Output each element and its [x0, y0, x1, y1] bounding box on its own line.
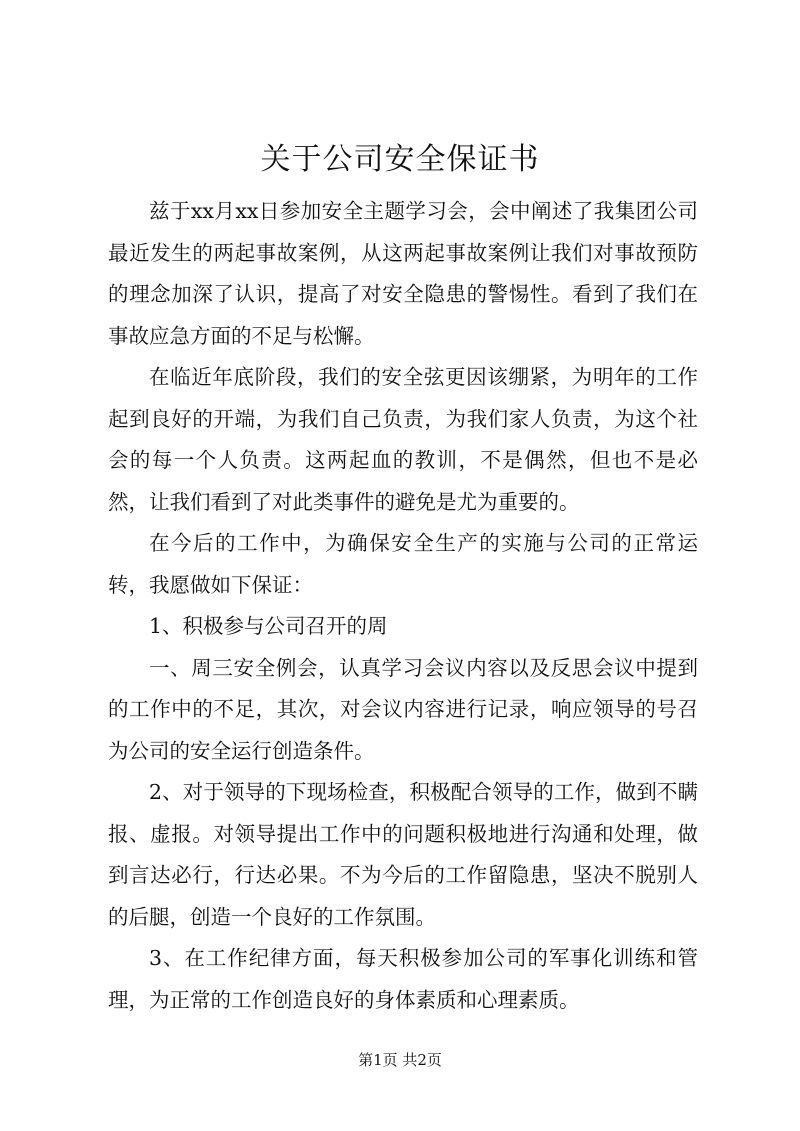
page-number-footer: 第1页 共2页: [358, 1051, 442, 1069]
paragraph-item-1: 1、积极参与公司召开的周: [149, 614, 388, 638]
paragraph-item-3: 3、在工作纪律方面，每天积极参加公司的军事化训练和管理，为正常的工作创造良好的身体素质和心理素质。: [108, 946, 698, 1012]
paragraph-pledge-intro: 在今后的工作中，为确保安全生产的实施与公司的正常运转，我愿做如下保证：: [108, 531, 698, 597]
paragraph-year-end: 在临近年底阶段，我们的安全弦更因该绷紧，为明年的工作起到良好的开端，为我们自己负责，为我们家人负责，为这个社会的每一个人负责。这两起血的教训，不是偶然，但也不是必然，让我们看到了对此类事件的避免是尤为重要的。: [108, 365, 698, 514]
paragraph-item-2: 2、对于领导的下现场检查，积极配合领导的工作，做到不瞒报、虚报。对领导提出工作中的问题积极地进行沟通和处理，做到言达必行，行达必果。不为今后的工作留隐患，坚决不脱别人的后腿，创造一个良好的工作氛围。: [108, 780, 698, 929]
paragraph-item-1-detail: 一、周三安全例会，认真学习会议内容以及反思会议中提到的工作中的不足，其次，对会议内容进行记录，响应领导的号召为公司的安全运行创造条件。: [108, 655, 698, 763]
paragraph-intro: 兹于xx月xx日参加安全主题学习会，会中阐述了我集团公司最近发生的两起事故案例，从这两起事故案例让我们对事故预防的理念加深了认识，提高了对安全隐患的警惕性。看到了我们在事故应急方面的不足与松懈。: [108, 199, 698, 348]
document-title: 关于公司安全保证书: [260, 142, 540, 177]
document-body: [108, 191, 698, 1021]
